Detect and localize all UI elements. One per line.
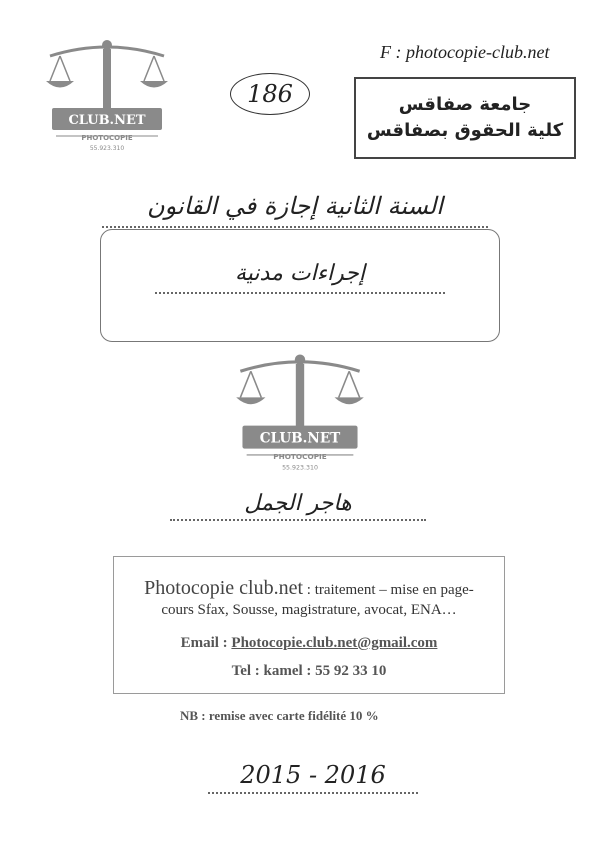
academic-year bbox=[208, 760, 418, 796]
email-label: Email : bbox=[180, 635, 232, 651]
professor-name-text: هاجر الجمل bbox=[244, 491, 352, 516]
club-net-logo-middle bbox=[232, 347, 368, 475]
email-link[interactable]: Photocopie.club.net@gmail.com bbox=[231, 635, 438, 651]
dotted-line bbox=[155, 292, 445, 294]
academic-year-text: 2015 - 2016 bbox=[240, 761, 386, 789]
advert-courses: cours Sfax, Sousse, magistrature, avocat, ENA… bbox=[161, 602, 457, 618]
document-number-text: 186 bbox=[247, 80, 293, 108]
advert-phone: Tel : kamel : 55 92 33 10 bbox=[231, 663, 387, 679]
logo-phone-text: 55.923.310 bbox=[89, 145, 125, 152]
club-net-logo-top bbox=[42, 36, 172, 152]
facebook-page-label: F : photocopie-club.net bbox=[380, 42, 550, 62]
course-subject-text: إجراءات مدنية bbox=[234, 261, 365, 286]
faculty-name: كلية الحقوق بصفاقس bbox=[366, 120, 564, 141]
advert-services: : traitement – mise en page- bbox=[303, 582, 474, 598]
dotted-line bbox=[208, 792, 418, 794]
document-number bbox=[230, 73, 310, 115]
logo-phone-text: 55.923.310 bbox=[282, 464, 318, 472]
professor-name bbox=[170, 489, 426, 523]
advert-email-line bbox=[114, 635, 504, 652]
university-box bbox=[354, 77, 576, 159]
course-subject bbox=[155, 256, 445, 296]
logo-brand-text: CLUB.NET bbox=[259, 430, 341, 447]
dotted-line bbox=[102, 226, 488, 228]
advert-brand: Photocopie club.net bbox=[144, 577, 304, 599]
discount-note: NB : remise avec carte fidélité 10 % bbox=[180, 708, 379, 723]
advert-services-line bbox=[114, 577, 504, 600]
logo-subtitle-text: PHOTOCOPIE bbox=[273, 452, 327, 462]
university-name: جامعة صفاقس bbox=[398, 93, 532, 115]
year-level-text: السنة الثانية إجازة في القانون bbox=[147, 192, 443, 220]
year-level bbox=[102, 186, 488, 230]
logo-brand-text: CLUB.NET bbox=[68, 113, 146, 128]
advert-box bbox=[113, 556, 505, 694]
dotted-line bbox=[170, 519, 426, 521]
logo-subtitle-text: PHOTOCOPIE bbox=[81, 134, 133, 142]
